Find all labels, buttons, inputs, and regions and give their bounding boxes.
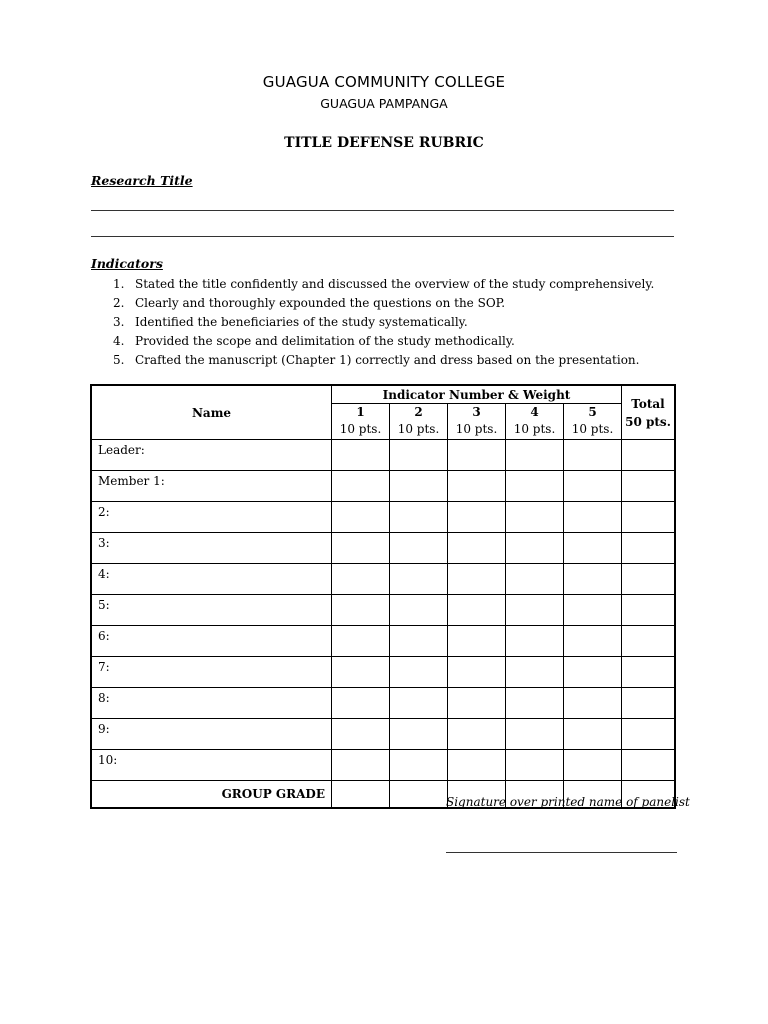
indicator-column-number: 5	[588, 405, 597, 419]
score-cell[interactable]	[564, 502, 622, 533]
indicator-column-number: 4	[530, 405, 539, 419]
total-cell[interactable]	[622, 595, 676, 626]
score-cell[interactable]	[506, 595, 564, 626]
score-cell[interactable]	[506, 564, 564, 595]
research-title-label: Research Title	[91, 173, 193, 188]
score-cell[interactable]	[332, 502, 390, 533]
total-cell[interactable]	[622, 564, 676, 595]
score-cell[interactable]	[448, 564, 506, 595]
score-cell[interactable]	[390, 502, 448, 533]
score-cell[interactable]	[390, 657, 448, 688]
indicator-column-weight: 10 pts.	[397, 422, 440, 436]
rubric-table	[90, 384, 676, 809]
score-cell[interactable]	[332, 657, 390, 688]
score-cell[interactable]	[506, 440, 564, 471]
score-cell[interactable]	[390, 471, 448, 502]
table-row	[91, 564, 675, 595]
member-label: 3:	[91, 533, 332, 564]
score-cell[interactable]	[332, 719, 390, 750]
score-cell[interactable]	[564, 750, 622, 781]
indicator-item	[113, 294, 654, 313]
total-cell[interactable]	[622, 750, 676, 781]
table-header-row	[91, 385, 675, 404]
score-cell[interactable]	[332, 688, 390, 719]
member-label: 10:	[91, 750, 332, 781]
score-cell[interactable]	[448, 471, 506, 502]
member-label: Leader:	[91, 440, 332, 471]
indicator-item	[113, 313, 654, 332]
score-cell[interactable]	[564, 595, 622, 626]
total-column-header	[622, 385, 676, 440]
score-cell[interactable]	[448, 595, 506, 626]
indicator-column-header	[564, 404, 622, 440]
indicator-column-number: 1	[356, 405, 365, 419]
indicator-number: 5.	[113, 353, 125, 367]
score-cell[interactable]	[506, 657, 564, 688]
score-cell[interactable]	[564, 533, 622, 564]
total-cell[interactable]	[622, 626, 676, 657]
score-cell[interactable]	[448, 688, 506, 719]
score-cell[interactable]	[506, 688, 564, 719]
score-cell[interactable]	[332, 471, 390, 502]
score-cell[interactable]	[564, 657, 622, 688]
indicator-item	[113, 351, 654, 370]
indicator-number: 1.	[113, 277, 125, 291]
table-row	[91, 533, 675, 564]
score-cell[interactable]	[390, 533, 448, 564]
indicator-column-weight: 10 pts.	[339, 422, 382, 436]
indicator-number: 3.	[113, 315, 125, 329]
score-cell[interactable]	[448, 719, 506, 750]
score-cell[interactable]	[448, 626, 506, 657]
table-row	[91, 471, 675, 502]
indicator-column-header	[390, 404, 448, 440]
table-row	[91, 626, 675, 657]
score-cell[interactable]	[506, 626, 564, 657]
member-label: 7:	[91, 657, 332, 688]
score-cell[interactable]	[564, 564, 622, 595]
indicator-column-header	[448, 404, 506, 440]
score-cell[interactable]	[506, 471, 564, 502]
member-label: 2:	[91, 502, 332, 533]
signature-caption: Signature over printed name of panelist	[446, 795, 690, 809]
score-cell[interactable]	[448, 440, 506, 471]
indicator-list	[113, 275, 654, 370]
signature-line	[446, 852, 677, 853]
member-label: 9:	[91, 719, 332, 750]
indicator-text: Clearly and thoroughly expounded the questions on the SOP.	[135, 296, 506, 310]
score-cell[interactable]	[332, 626, 390, 657]
score-cell[interactable]	[390, 781, 448, 809]
table-row	[91, 719, 675, 750]
score-cell[interactable]	[506, 750, 564, 781]
score-cell[interactable]	[332, 533, 390, 564]
score-cell[interactable]	[332, 440, 390, 471]
score-cell[interactable]	[390, 595, 448, 626]
indicator-item	[113, 275, 654, 294]
group-grade-label: GROUP GRADE	[91, 781, 332, 809]
indicator-column-header	[506, 404, 564, 440]
score-cell[interactable]	[448, 657, 506, 688]
table-row	[91, 688, 675, 719]
total-cell[interactable]	[622, 502, 676, 533]
score-cell[interactable]	[564, 626, 622, 657]
indicator-text: Crafted the manuscript (Chapter 1) correctly and dress based on the presentation.	[135, 353, 640, 367]
indicator-column-number: 2	[414, 405, 423, 419]
total-label: Total	[631, 396, 665, 411]
indicator-text: Stated the title confidently and discussed the overview of the study comprehensively.	[135, 277, 655, 291]
indicator-number: 2.	[113, 296, 125, 310]
score-cell[interactable]	[564, 471, 622, 502]
score-cell[interactable]	[332, 781, 390, 809]
indicator-column-weight: 10 pts.	[571, 422, 614, 436]
member-label: 4:	[91, 564, 332, 595]
score-cell[interactable]	[564, 719, 622, 750]
indicator-text: Identified the beneficiaries of the study systematically.	[135, 315, 468, 329]
indicator-text: Provided the scope and delimitation of the study methodically.	[135, 334, 515, 348]
score-cell[interactable]	[390, 564, 448, 595]
score-cell[interactable]	[390, 688, 448, 719]
score-cell[interactable]	[506, 533, 564, 564]
table-row	[91, 750, 675, 781]
member-label: 8:	[91, 688, 332, 719]
indicator-column-weight: 10 pts.	[455, 422, 498, 436]
table-row	[91, 440, 675, 471]
score-cell[interactable]	[448, 502, 506, 533]
member-label: 5:	[91, 595, 332, 626]
total-cell[interactable]	[622, 657, 676, 688]
total-cell[interactable]	[622, 471, 676, 502]
indicator-item	[113, 332, 654, 351]
score-cell[interactable]	[564, 688, 622, 719]
college-name: GUAGUA COMMUNITY COLLEGE	[262, 73, 506, 91]
research-title-line-1	[91, 210, 674, 211]
score-cell[interactable]	[332, 750, 390, 781]
name-column-header: Name	[91, 385, 332, 440]
indicator-number: 4.	[113, 334, 125, 348]
total-weight: 50 pts.	[625, 414, 671, 429]
score-cell[interactable]	[448, 533, 506, 564]
score-cell[interactable]	[332, 564, 390, 595]
indicators-label: Indicators	[91, 256, 163, 271]
score-cell[interactable]	[332, 595, 390, 626]
score-cell[interactable]	[390, 750, 448, 781]
score-cell[interactable]	[564, 440, 622, 471]
indicator-column-weight: 10 pts.	[513, 422, 556, 436]
score-cell[interactable]	[390, 719, 448, 750]
indicator-column-header	[332, 404, 390, 440]
member-label: Member 1:	[91, 471, 332, 502]
table-row	[91, 657, 675, 688]
total-cell[interactable]	[622, 533, 676, 564]
college-location: GUAGUA PAMPANGA	[320, 96, 448, 111]
indicator-column-number: 3	[472, 405, 481, 419]
member-label: 6:	[91, 626, 332, 657]
research-title-line-2	[91, 236, 674, 237]
total-cell[interactable]	[622, 719, 676, 750]
table-row	[91, 595, 675, 626]
indicator-group-header: Indicator Number & Weight	[332, 385, 622, 404]
table-row	[91, 502, 675, 533]
score-cell[interactable]	[506, 719, 564, 750]
score-cell[interactable]	[390, 626, 448, 657]
total-cell[interactable]	[622, 440, 676, 471]
total-cell[interactable]	[622, 688, 676, 719]
document-title: TITLE DEFENSE RUBRIC	[284, 135, 484, 151]
score-cell[interactable]	[506, 502, 564, 533]
score-cell[interactable]	[390, 440, 448, 471]
score-cell[interactable]	[448, 750, 506, 781]
